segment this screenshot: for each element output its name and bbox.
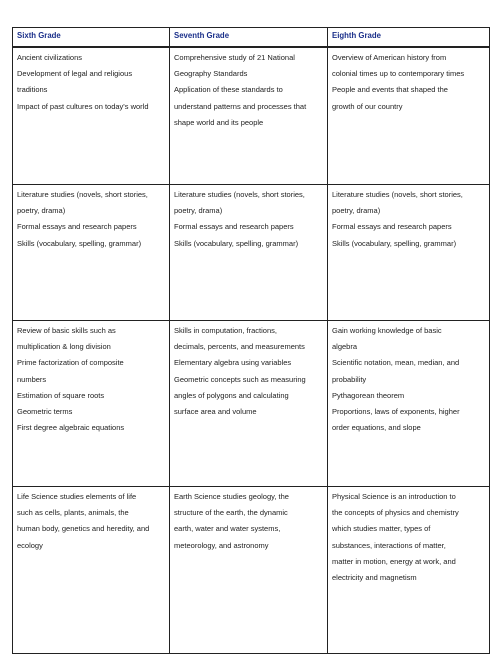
cell-text-line: Overview of American history from <box>332 53 447 62</box>
cell-text-line: surface area and volume <box>174 407 257 417</box>
cell-text-line: poetry, drama) <box>174 206 223 216</box>
table-row-math <box>13 321 490 487</box>
cell-text-line: First degree algebraic equations <box>17 423 125 433</box>
cell-seventh-language-arts <box>170 185 328 321</box>
cell-text-line: colonial times up to contemporary times <box>332 69 465 79</box>
header-row <box>13 28 490 48</box>
cell-text-line: human body, genetics and heredity, and <box>17 524 150 534</box>
cell-text-line: ecology <box>17 540 43 550</box>
cell-text-line: Pythagorean theorem <box>332 390 405 400</box>
cell-text-line: angles of polygons and calculating <box>174 390 289 400</box>
header-eighth-grade: Eighth Grade <box>328 28 490 48</box>
cell-text-line: Application of these standards to <box>174 85 283 95</box>
cell-text-line: Literature studies (novels, short stories, <box>332 190 463 199</box>
cell-text-line: multiplication & long division <box>17 342 111 352</box>
cell-text-line: Formal essays and research papers <box>332 222 452 232</box>
cell-text-line: the concepts of physics and chemistry <box>332 508 459 518</box>
cell-text-line: People and events that shaped the <box>332 85 448 95</box>
cell-text-line: understand patterns and processes that <box>174 101 307 111</box>
cell-text-line: Skills in computation, fractions, <box>174 326 277 335</box>
cell-seventh-science <box>170 487 328 654</box>
cell-text-line: Skills (vocabulary, spelling, grammar) <box>332 238 457 248</box>
cell-eighth-language-arts <box>328 185 490 321</box>
cell-text-line: Geometric terms <box>17 407 73 417</box>
cell-text-line: Review of basic skills such as <box>17 326 116 335</box>
header-sixth-grade: Sixth Grade <box>13 28 170 48</box>
header-seventh-grade: Seventh Grade <box>170 28 328 48</box>
cell-sixth-social-studies <box>13 47 170 185</box>
cell-text-line: substances, interactions of matter, <box>332 540 446 550</box>
cell-text-line: order equations, and slope <box>332 423 421 433</box>
cell-sixth-science <box>13 487 170 654</box>
cell-text-line: Estimation of square roots <box>17 390 105 400</box>
cell-text-line: Skills (vocabulary, spelling, grammar) <box>17 238 142 248</box>
cell-text-line: Proportions, laws of exponents, higher <box>332 407 460 417</box>
cell-text-line: Ancient civilizations <box>17 53 83 62</box>
cell-text-line: Gain working knowledge of basic <box>332 326 442 335</box>
cell-text-line: Impact of past cultures on today's world <box>17 101 149 111</box>
cell-text-line: numbers <box>17 374 47 384</box>
cell-text-line: Earth Science studies geology, the <box>174 492 289 501</box>
table-row-science <box>13 487 490 654</box>
cell-text-line: traditions <box>17 85 48 95</box>
table-row-language-arts <box>13 185 490 321</box>
cell-eighth-social-studies <box>328 47 490 185</box>
cell-text-line: decimals, percents, and measurements <box>174 342 305 352</box>
table-row-social-studies <box>13 47 490 185</box>
cell-text-line: Skills (vocabulary, spelling, grammar) <box>174 238 299 248</box>
cell-text-line: Formal essays and research papers <box>174 222 294 232</box>
cell-text-line: poetry, drama) <box>17 206 66 216</box>
cell-sixth-math <box>13 321 170 487</box>
cell-text-line: Formal essays and research papers <box>17 222 137 232</box>
cell-text-line: matter in motion, energy at work, and <box>332 556 456 566</box>
cell-text-line: meteorology, and astronomy <box>174 540 269 550</box>
cell-text-line: such as cells, plants, animals, the <box>17 508 129 518</box>
curriculum-table <box>12 27 490 654</box>
cell-text-line: poetry, drama) <box>332 206 381 216</box>
cell-text-line: earth, water and water systems, <box>174 524 281 534</box>
cell-eighth-math <box>328 321 490 487</box>
cell-eighth-science <box>328 487 490 654</box>
cell-text-line: algebra <box>332 342 358 352</box>
cell-text-line: shape world and its people <box>174 117 264 127</box>
cell-text-line: Scientific notation, mean, median, and <box>332 358 460 368</box>
cell-text-line: Prime factorization of composite <box>17 358 124 368</box>
cell-text-line: Geometric concepts such as measuring <box>174 374 306 384</box>
cell-text-line: Literature studies (novels, short stories, <box>17 190 148 199</box>
cell-sixth-language-arts <box>13 185 170 321</box>
cell-text-line: probability <box>332 374 367 384</box>
cell-text-line: Comprehensive study of 21 National <box>174 53 295 62</box>
cell-seventh-social-studies <box>170 47 328 185</box>
cell-text-line: structure of the earth, the dynamic <box>174 508 288 518</box>
cell-text-line: Physical Science is an introduction to <box>332 492 456 501</box>
cell-text-line: Development of legal and religious <box>17 69 133 79</box>
cell-text-line: Literature studies (novels, short stories, <box>174 190 305 199</box>
cell-text-line: Life Science studies elements of life <box>17 492 137 501</box>
cell-text-line: which studies matter, types of <box>332 524 431 534</box>
cell-text-line: Elementary algebra using variables <box>174 358 292 368</box>
cell-seventh-math <box>170 321 328 487</box>
cell-text-line: growth of our country <box>332 101 403 111</box>
cell-text-line: electricity and magnetism <box>332 573 417 583</box>
cell-text-line: Geography Standards <box>174 69 248 79</box>
